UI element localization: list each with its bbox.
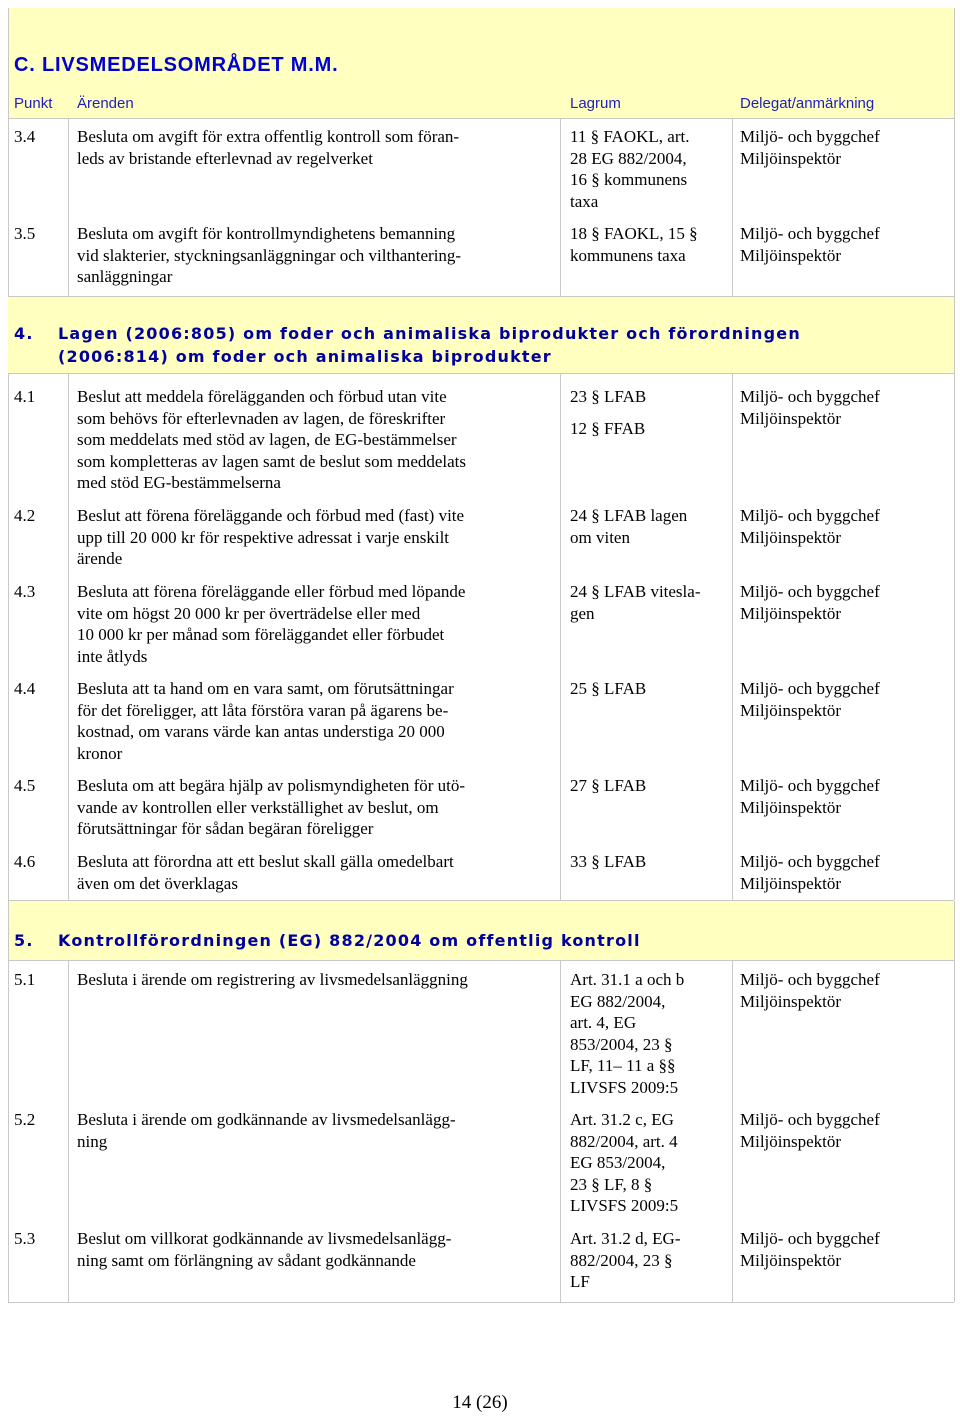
row-4-1-delegat: Miljö- och byggchef Miljöinspektör (740, 387, 880, 428)
row-4-1-punkt: 4.1 (14, 387, 36, 406)
row-5-1-arende: Besluta i ärende om registrering av livsmedelsanläggning (77, 970, 468, 989)
section-4-number: 4. (14, 324, 34, 343)
column-header-lagrum: Lagrum (570, 95, 621, 112)
divider (560, 373, 561, 900)
divider (8, 118, 954, 119)
section-4-title-line2: (2006:814) om foder och animaliska biprodukter (58, 347, 552, 366)
row-3-4-lagrum: 11 § FAOKL, art. 28 EG 882/2004, 16 § kommunens taxa (570, 127, 690, 211)
row-4-3-delegat: Miljö- och byggchef Miljöinspektör (740, 582, 880, 623)
row-4-2-lagrum: 24 § LFAB lagen om viten (570, 506, 688, 547)
row-4-6-delegat: Miljö- och byggchef Miljöinspektör (740, 852, 880, 893)
row-5-2-lagrum: Art. 31.2 c, EG 882/2004, art. 4 EG 853/2004, 23 § LF, 8 § LIVSFS 2009:5 (570, 1110, 679, 1215)
divider (954, 8, 955, 373)
divider (8, 373, 954, 374)
row-3-5-lagrum: 18 § FAOKL, 15 § kommunens taxa (570, 224, 698, 265)
row-5-2-delegat: Miljö- och byggchef Miljöinspektör (740, 1110, 880, 1151)
row-4-5-arende: Besluta om att begära hjälp av polismyndigheten för utö- vande av kontrollen eller verkställighet av beslut, om förutsättningar för sådan begäran föreligger (77, 776, 466, 838)
page-title: C. LIVSMEDELSOMRÅDET M.M. (14, 54, 339, 76)
divider (68, 118, 69, 296)
divider (732, 373, 733, 900)
row-5-3-delegat: Miljö- och byggchef Miljöinspektör (740, 1229, 880, 1270)
column-header-arenden: Ärenden (77, 95, 134, 112)
row-4-3-punkt: 4.3 (14, 582, 36, 601)
row-5-2-arende: Besluta i ärende om godkännande av livsmedelsanlägg- ning (77, 1110, 456, 1151)
row-5-1-punkt: 5.1 (14, 970, 36, 989)
row-3-4-punkt: 3.4 (14, 127, 36, 146)
row-4-1-lagrum-b: 12 § FFAB (570, 419, 646, 438)
page-number: 14 (26) (452, 1392, 508, 1413)
divider (8, 373, 9, 900)
row-4-3-lagrum: 24 § LFAB vitesla- gen (570, 582, 701, 623)
row-3-5-delegat: Miljö- och byggchef Miljöinspektör (740, 224, 880, 265)
divider (68, 960, 69, 1302)
section-5-title: Kontrollförordningen (EG) 882/2004 om offentlig kontroll (58, 931, 641, 950)
divider (560, 118, 561, 296)
row-4-5-delegat: Miljö- och byggchef Miljöinspektör (740, 776, 880, 817)
divider (732, 960, 733, 1302)
row-3-4-delegat: Miljö- och byggchef Miljöinspektör (740, 127, 880, 168)
column-header-punkt: Punkt (14, 95, 53, 112)
row-4-5-punkt: 4.5 (14, 776, 36, 795)
divider (954, 901, 955, 1302)
row-5-3-lagrum: Art. 31.2 d, EG- 882/2004, 23 § LF (570, 1229, 681, 1291)
column-header-delegat: Delegat/anmärkning (740, 95, 875, 112)
row-4-4-punkt: 4.4 (14, 679, 36, 698)
section-4-title-line1: Lagen (2006:805) om foder och animaliska biprodukter och förordningen (58, 324, 801, 343)
row-4-6-arende: Besluta att förordna att ett beslut skall gälla omedelbart även om det överklagas (77, 852, 454, 893)
divider (68, 373, 69, 900)
row-5-1-lagrum: Art. 31.1 a och b EG 882/2004, art. 4, EG 853/2004, 23 § LF, 11– 11 a §§ LIVSFS 2009:5 (570, 970, 685, 1097)
row-5-1-delegat: Miljö- och byggchef Miljöinspektör (740, 970, 880, 1011)
divider (732, 118, 733, 296)
row-4-4-delegat: Miljö- och byggchef Miljöinspektör (740, 679, 880, 720)
row-5-3-punkt: 5.3 (14, 1229, 36, 1248)
divider (8, 901, 9, 1302)
divider (8, 1302, 954, 1303)
row-4-5-lagrum: 27 § LFAB (570, 776, 647, 795)
row-5-2-punkt: 5.2 (14, 1110, 36, 1129)
divider (954, 373, 955, 900)
row-4-2-arende: Beslut att förena föreläggande och förbud med (fast) vite upp till 20 000 kr för respektive adressat i varje enskilt ärende (77, 506, 465, 568)
row-4-3-arende: Besluta att förena föreläggande eller förbud med löpande vite om högst 20 000 kr per överträdelse eller med 10 000 kr per månad som föreläggandet eller förbudet inte åtlyds (77, 582, 466, 666)
row-3-5-punkt: 3.5 (14, 224, 36, 243)
section-5-number: 5. (14, 931, 34, 950)
row-4-1-lagrum-a: 23 § LFAB (570, 387, 647, 406)
row-4-2-delegat: Miljö- och byggchef Miljöinspektör (740, 506, 880, 547)
row-4-6-lagrum: 33 § LFAB (570, 852, 647, 871)
divider (8, 960, 954, 961)
row-4-1-arende: Beslut att meddela förelägganden och förbud utan vite som behövs för efterlevnaden av lagen, de föreskrifter som meddelats med stöd av lagen, de EG-bestämmelser som kompletteras av lagen samt de beslut som meddelats med stöd EG-bestämmelserna (77, 387, 467, 492)
divider (560, 960, 561, 1302)
row-3-4-arende: Besluta om avgift för extra offentlig kontroll som föran- leds av bristande efterlevnad av regelverket (77, 127, 460, 168)
row-4-4-lagrum: 25 § LFAB (570, 679, 647, 698)
row-3-5-arende: Besluta om avgift för kontrollmyndighetens bemanning vid slakterier, styckningsanläggningar och vilthantering- sanläggningar (77, 224, 462, 286)
row-4-2-punkt: 4.2 (14, 506, 36, 525)
row-5-3-arende: Beslut om villkorat godkännande av livsmedelsanlägg- ning samt om förlängning av sådant godkännande (77, 1229, 452, 1270)
row-4-4-arende: Besluta att ta hand om en vara samt, om förutsättningar för det föreligger, att låta förstöra varan på ägarens be- kostnad, om varans värde kan antas understiga 20 000 kronor (77, 679, 454, 763)
row-4-6-punkt: 4.6 (14, 852, 36, 871)
